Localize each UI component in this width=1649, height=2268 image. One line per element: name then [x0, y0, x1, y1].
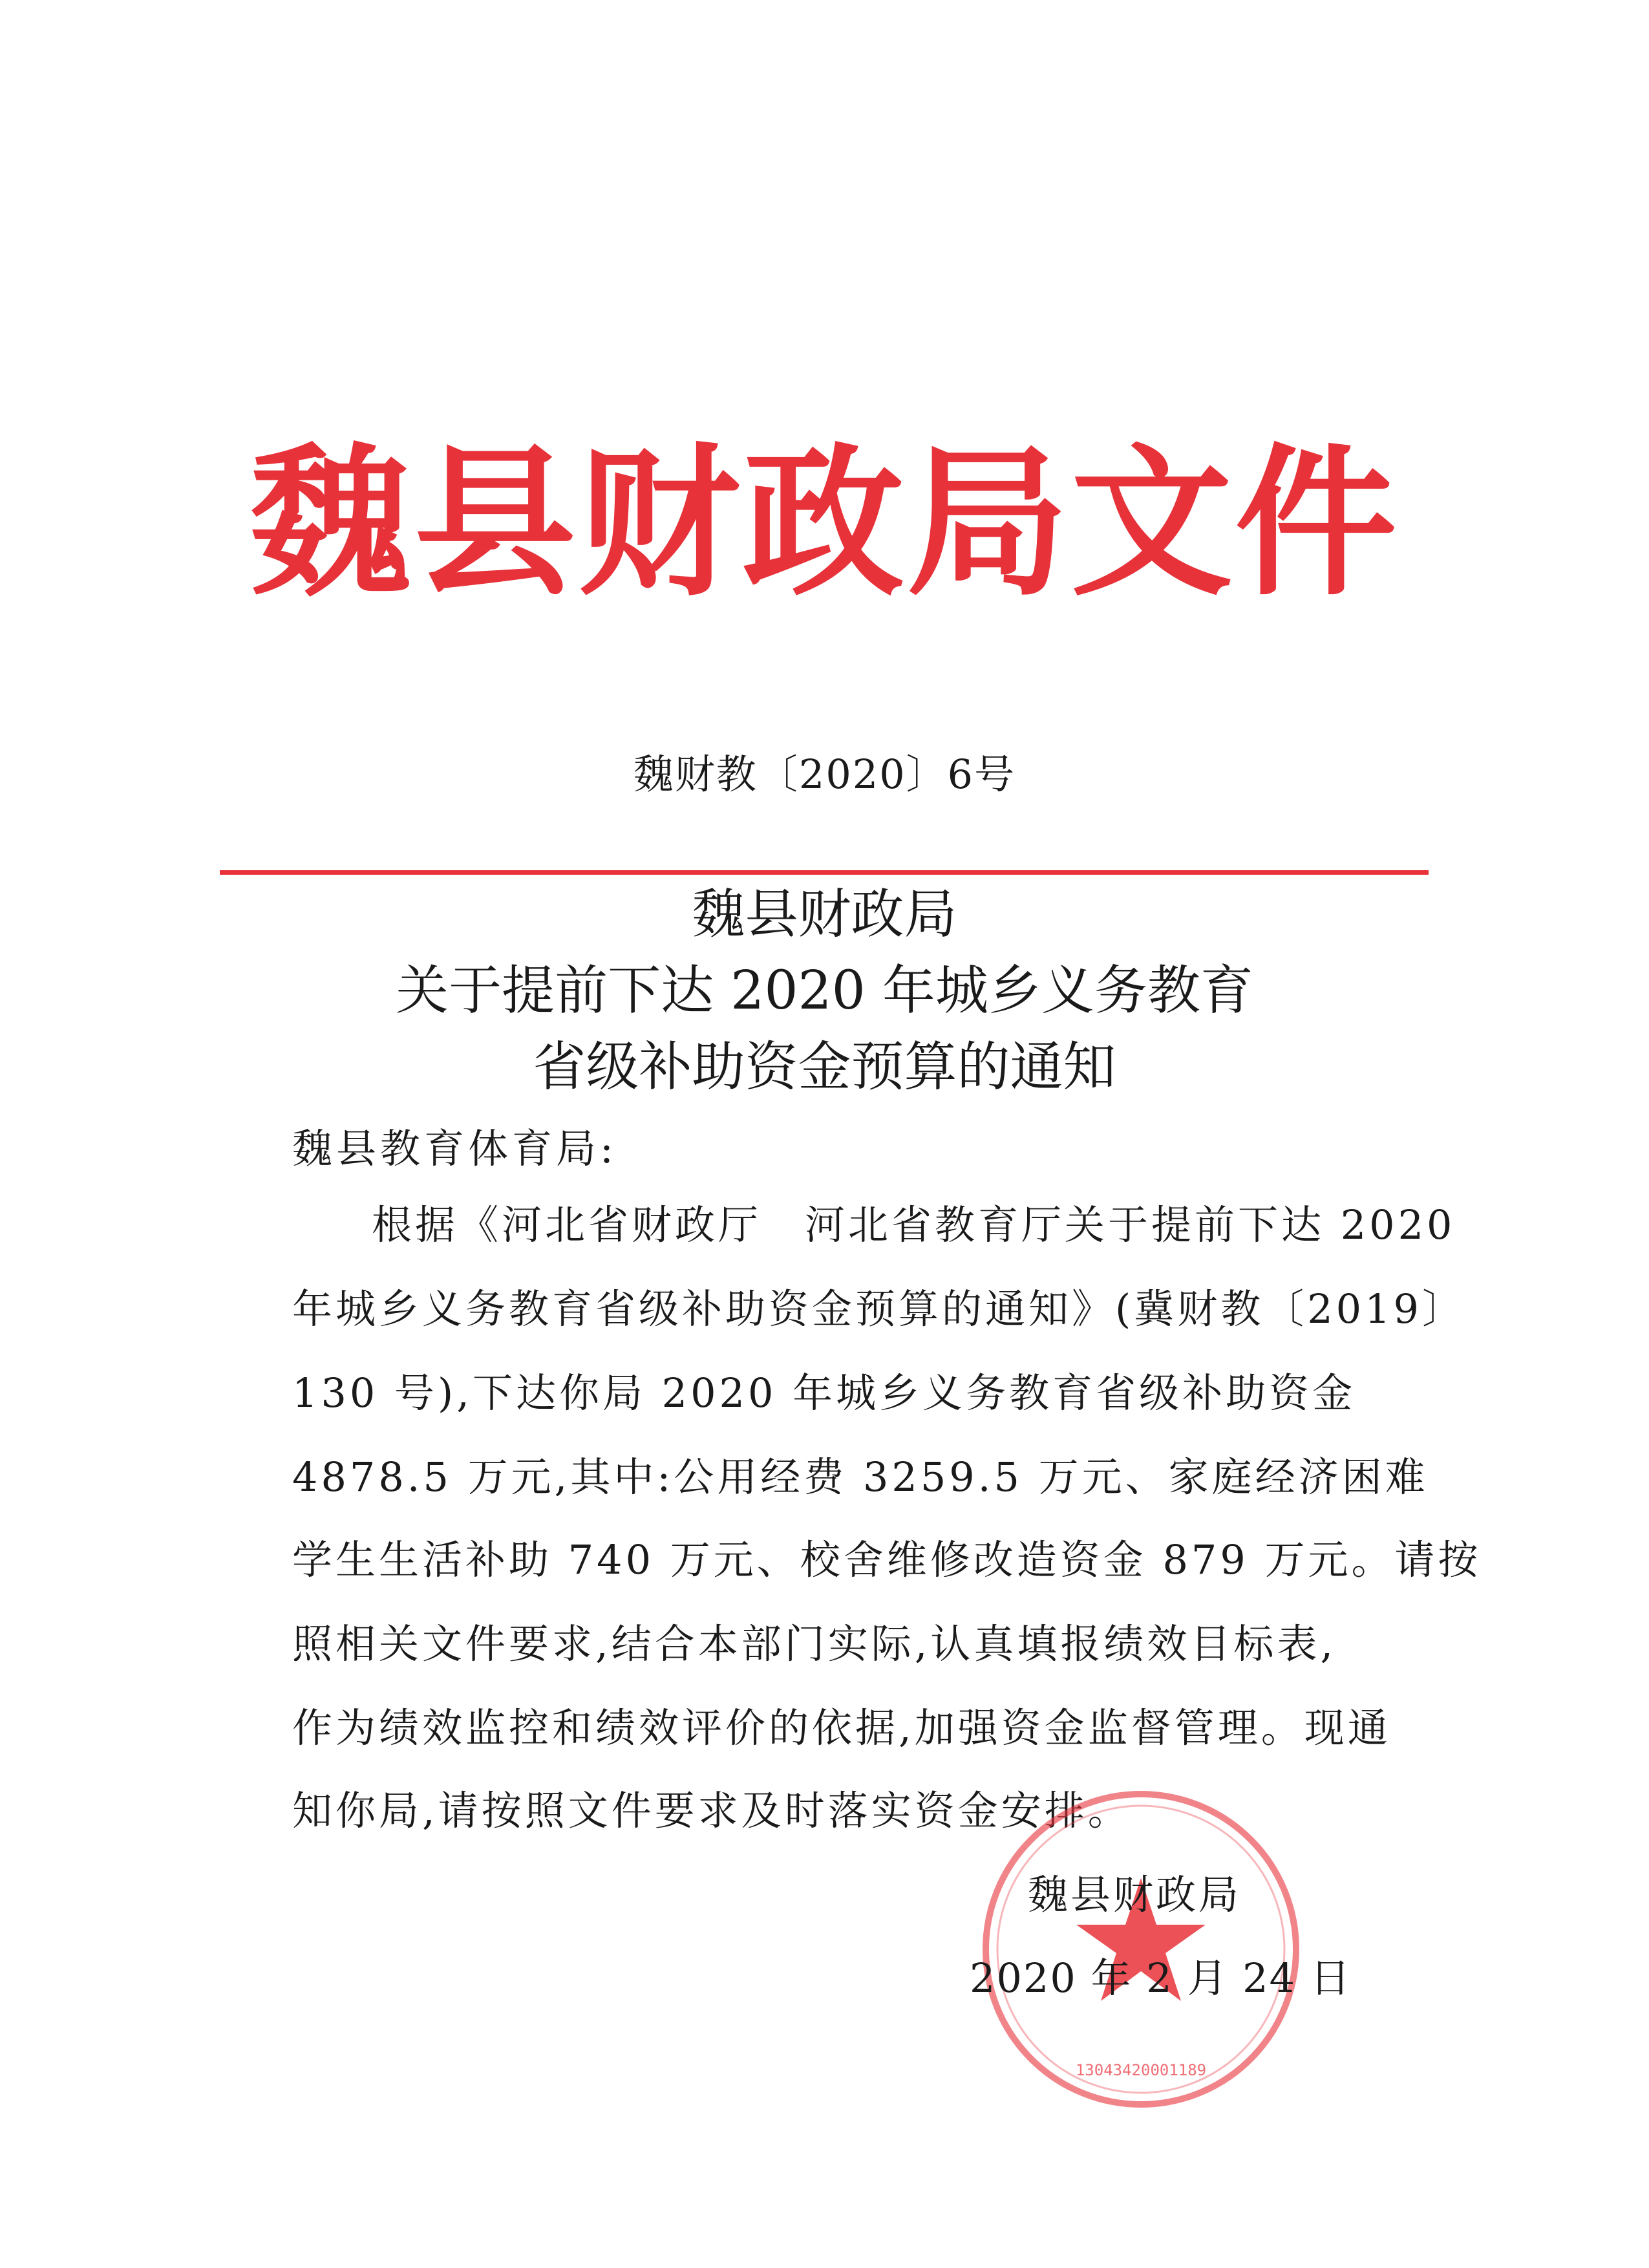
body-line: 学生生活补助 740 万元、校舍维修改造资金 879 万元。请按 — [292, 1536, 1482, 1583]
title-line-1: 魏县财政局 — [692, 884, 957, 945]
red-divider-line — [220, 870, 1429, 875]
body-line: 根据《河北省财政厅 河北省教育厅关于提前下达 2020 — [372, 1201, 1456, 1248]
official-seal — [973, 1781, 1309, 2117]
body-line: 4878.5 万元,其中:公用经费 3259.5 万元、家庭经济困难 — [292, 1453, 1429, 1501]
salutation: 魏县教育体育局: — [292, 1125, 617, 1172]
body-line: 年城乡义务教育省级补助资金预算的通知》(冀财教〔2019〕 — [292, 1285, 1465, 1332]
body-line: 130 号),下达你局 2020 年城乡义务教育省级补助资金 — [292, 1369, 1356, 1417]
title-line-3: 省级补助资金预算的通知 — [533, 1036, 1116, 1098]
signature-date: 2020 年 2 月 24 日 — [970, 1954, 1352, 2002]
signature-organization: 魏县财政局 — [1028, 1871, 1242, 1918]
title-line-2: 关于提前下达 2020 年城乡义务教育 — [396, 960, 1253, 1022]
agency-red-header: 魏县财政局文件 — [250, 429, 1399, 617]
body-line: 知你局,请按照文件要求及时落实资金安排。 — [292, 1787, 1131, 1834]
body-line: 作为绩效监控和绩效评价的依据,加强资金监督管理。现通 — [292, 1704, 1391, 1751]
document-number: 魏财教〔2020〕6号 — [633, 751, 1016, 798]
seal-number: 13043420001189 — [1075, 2061, 1207, 2079]
body-line: 照相关文件要求,结合本部门实际,认真填报绩效目标表, — [292, 1620, 1337, 1667]
